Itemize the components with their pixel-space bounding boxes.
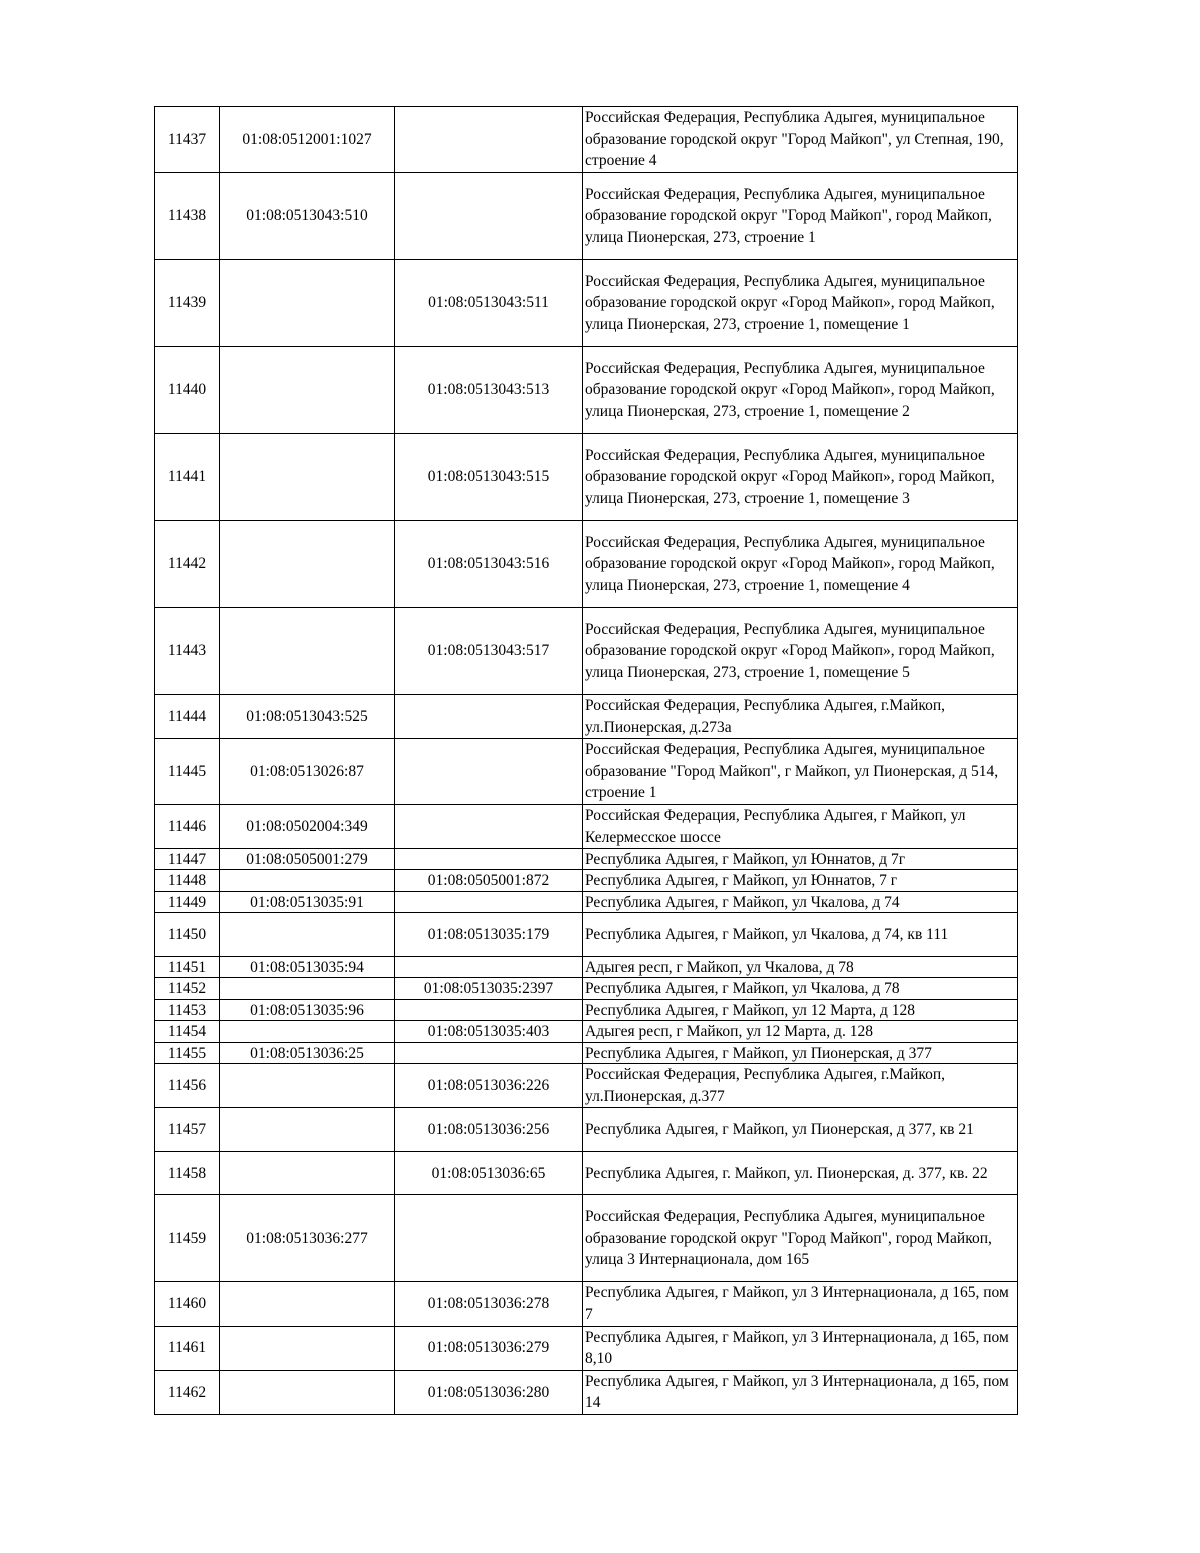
object-cadastral-number	[395, 173, 583, 260]
table-row	[155, 260, 1018, 347]
table-row	[155, 804, 1018, 848]
table-row	[155, 608, 1018, 695]
parcel-cadastral-number: 01:08:0513043:510	[220, 173, 395, 260]
parcel-cadastral-number	[220, 347, 395, 434]
parcel-cadastral-number	[220, 913, 395, 957]
address-cell: Республика Адыгея, г Майкоп, ул 12 Марта, д 128	[583, 1000, 1018, 1021]
parcel-cadastral-number	[220, 870, 395, 892]
address-cell: Республика Адыгея, г Майкоп, ул 3 Интернационала, д 165, пом 8,10	[583, 1326, 1018, 1370]
object-cadastral-number	[395, 892, 583, 913]
object-cadastral-number: 01:08:0513036:280	[395, 1370, 583, 1414]
object-cadastral-number: 01:08:0513036:226	[395, 1064, 583, 1108]
table-row	[155, 1064, 1018, 1108]
parcel-cadastral-number: 01:08:0502004:349	[220, 804, 395, 848]
object-cadastral-number	[395, 695, 583, 739]
registry-table-body	[155, 107, 1018, 1415]
address-cell: Российская Федерация, Республика Адыгея, г Майкоп, ул Келермесское шоссе	[583, 804, 1018, 848]
row-number: 11453	[155, 1000, 220, 1021]
row-number: 11454	[155, 1021, 220, 1043]
registry-table	[154, 106, 1018, 1415]
parcel-cadastral-number	[220, 434, 395, 521]
address-cell: Республика Адыгея, г Майкоп, ул Чкалова, д 74	[583, 892, 1018, 913]
object-cadastral-number	[395, 1000, 583, 1021]
parcel-cadastral-number	[220, 1152, 395, 1195]
address-cell: Российская Федерация, Республика Адыгея, г.Майкоп, ул.Пионерская, д.377	[583, 1064, 1018, 1108]
address-cell: Российская Федерация, Республика Адыгея, муниципальное образование городской округ "Город Майкоп", город Майкоп, улица Пионерская, 273, строение 1	[583, 173, 1018, 260]
row-number: 11447	[155, 849, 220, 870]
row-number: 11459	[155, 1195, 220, 1282]
parcel-cadastral-number: 01:08:0505001:279	[220, 849, 395, 870]
parcel-cadastral-number: 01:08:0512001:1027	[220, 107, 395, 173]
table-row	[155, 957, 1018, 978]
table-row	[155, 870, 1018, 892]
parcel-cadastral-number: 01:08:0513035:96	[220, 1000, 395, 1021]
address-cell: Адыгея респ, г Майкоп, ул Чкалова, д 78	[583, 957, 1018, 978]
object-cadastral-number	[395, 804, 583, 848]
row-number: 11441	[155, 434, 220, 521]
object-cadastral-number: 01:08:0513043:517	[395, 608, 583, 695]
parcel-cadastral-number: 01:08:0513035:94	[220, 957, 395, 978]
parcel-cadastral-number	[220, 1108, 395, 1152]
table-row	[155, 1195, 1018, 1282]
row-number: 11462	[155, 1370, 220, 1414]
object-cadastral-number: 01:08:0513043:516	[395, 521, 583, 608]
row-number: 11457	[155, 1108, 220, 1152]
row-number: 11450	[155, 913, 220, 957]
row-number: 11456	[155, 1064, 220, 1108]
address-cell: Российская Федерация, Республика Адыгея, муниципальное образование городской округ "Город Майкоп", город Майкоп, улица 3 Интернационала, дом 165	[583, 1195, 1018, 1282]
address-cell: Республика Адыгея, г Майкоп, ул Юннатов, 7 г	[583, 870, 1018, 892]
table-row	[155, 1021, 1018, 1043]
table-row	[155, 521, 1018, 608]
parcel-cadastral-number: 01:08:0513035:91	[220, 892, 395, 913]
address-cell: Республика Адыгея, г Майкоп, ул Пионерская, д 377	[583, 1043, 1018, 1064]
parcel-cadastral-number: 01:08:0513036:277	[220, 1195, 395, 1282]
row-number: 11448	[155, 870, 220, 892]
row-number: 11439	[155, 260, 220, 347]
parcel-cadastral-number	[220, 1282, 395, 1326]
address-cell: Российская Федерация, Республика Адыгея, муниципальное образование "Город Майкоп", г Майкоп, ул Пионерская, д 514, строение 1	[583, 739, 1018, 805]
row-number: 11446	[155, 804, 220, 848]
parcel-cadastral-number	[220, 1326, 395, 1370]
table-row	[155, 892, 1018, 913]
table-row	[155, 1108, 1018, 1152]
table-row	[155, 1043, 1018, 1064]
row-number: 11455	[155, 1043, 220, 1064]
object-cadastral-number: 01:08:0513035:2397	[395, 978, 583, 1000]
address-cell: Республика Адыгея, г Майкоп, ул Чкалова, д 78	[583, 978, 1018, 1000]
table-row	[155, 849, 1018, 870]
table-row	[155, 173, 1018, 260]
row-number: 11461	[155, 1326, 220, 1370]
table-row	[155, 1326, 1018, 1370]
address-cell: Республика Адыгея, г Майкоп, ул 3 Интернационала, д 165, пом 7	[583, 1282, 1018, 1326]
parcel-cadastral-number	[220, 1021, 395, 1043]
row-number: 11452	[155, 978, 220, 1000]
parcel-cadastral-number: 01:08:0513043:525	[220, 695, 395, 739]
row-number: 11451	[155, 957, 220, 978]
object-cadastral-number: 01:08:0513036:256	[395, 1108, 583, 1152]
row-number: 11442	[155, 521, 220, 608]
address-cell: Республика Адыгея, г. Майкоп, ул. Пионерская, д. 377, кв. 22	[583, 1152, 1018, 1195]
parcel-cadastral-number: 01:08:0513036:25	[220, 1043, 395, 1064]
parcel-cadastral-number	[220, 1370, 395, 1414]
row-number: 11438	[155, 173, 220, 260]
parcel-cadastral-number	[220, 521, 395, 608]
address-cell: Российская Федерация, Республика Адыгея, муниципальное образование городской округ «Город Майкоп», город Майкоп, улица Пионерская, 273, строение 1, помещение 4	[583, 521, 1018, 608]
table-row	[155, 1000, 1018, 1021]
table-row	[155, 107, 1018, 173]
row-number: 11437	[155, 107, 220, 173]
object-cadastral-number: 01:08:0513043:515	[395, 434, 583, 521]
table-row	[155, 1370, 1018, 1414]
object-cadastral-number: 01:08:0505001:872	[395, 870, 583, 892]
table-row	[155, 1282, 1018, 1326]
object-cadastral-number	[395, 1043, 583, 1064]
address-cell: Российская Федерация, Республика Адыгея, муниципальное образование городской округ «Город Майкоп», город Майкоп, улица Пионерская, 273, строение 1, помещение 3	[583, 434, 1018, 521]
address-cell: Республика Адыгея, г Майкоп, ул Юннатов, д 7г	[583, 849, 1018, 870]
row-number: 11458	[155, 1152, 220, 1195]
object-cadastral-number: 01:08:0513036:279	[395, 1326, 583, 1370]
object-cadastral-number: 01:08:0513036:65	[395, 1152, 583, 1195]
parcel-cadastral-number	[220, 1064, 395, 1108]
address-cell: Республика Адыгея, г Майкоп, ул Пионерская, д 377, кв 21	[583, 1108, 1018, 1152]
table-row	[155, 347, 1018, 434]
object-cadastral-number: 01:08:0513043:513	[395, 347, 583, 434]
address-cell: Республика Адыгея, г Майкоп, ул 3 Интернационала, д 165, пом 14	[583, 1370, 1018, 1414]
address-cell: Российская Федерация, Республика Адыгея, муниципальное образование городской округ «Город Майкоп», город Майкоп, улица Пионерская, 273, строение 1, помещение 5	[583, 608, 1018, 695]
table-row	[155, 434, 1018, 521]
parcel-cadastral-number	[220, 608, 395, 695]
row-number: 11460	[155, 1282, 220, 1326]
row-number: 11444	[155, 695, 220, 739]
row-number: 11449	[155, 892, 220, 913]
object-cadastral-number: 01:08:0513035:403	[395, 1021, 583, 1043]
table-row	[155, 978, 1018, 1000]
address-cell: Российская Федерация, Республика Адыгея, г.Майкоп, ул.Пионерская, д.273а	[583, 695, 1018, 739]
address-cell: Адыгея респ, г Майкоп, ул 12 Марта, д. 128	[583, 1021, 1018, 1043]
address-cell: Российская Федерация, Республика Адыгея, муниципальное образование городской округ «Город Майкоп», город Майкоп, улица Пионерская, 273, строение 1, помещение 1	[583, 260, 1018, 347]
table-row	[155, 739, 1018, 805]
address-cell: Российская Федерация, Республика Адыгея, муниципальное образование городской округ "Город Майкоп", ул Степная, 190, строение 4	[583, 107, 1018, 173]
address-cell: Республика Адыгея, г Майкоп, ул Чкалова, д 74, кв 111	[583, 913, 1018, 957]
row-number: 11443	[155, 608, 220, 695]
object-cadastral-number: 01:08:0513036:278	[395, 1282, 583, 1326]
table-row	[155, 1152, 1018, 1195]
object-cadastral-number	[395, 957, 583, 978]
object-cadastral-number	[395, 1195, 583, 1282]
parcel-cadastral-number: 01:08:0513026:87	[220, 739, 395, 805]
object-cadastral-number	[395, 739, 583, 805]
row-number: 11445	[155, 739, 220, 805]
address-cell: Российская Федерация, Республика Адыгея, муниципальное образование городской округ «Город Майкоп», город Майкоп, улица Пионерская, 273, строение 1, помещение 2	[583, 347, 1018, 434]
object-cadastral-number	[395, 107, 583, 173]
table-row	[155, 695, 1018, 739]
object-cadastral-number: 01:08:0513043:511	[395, 260, 583, 347]
row-number: 11440	[155, 347, 220, 434]
parcel-cadastral-number	[220, 260, 395, 347]
parcel-cadastral-number	[220, 978, 395, 1000]
object-cadastral-number: 01:08:0513035:179	[395, 913, 583, 957]
table-row	[155, 913, 1018, 957]
object-cadastral-number	[395, 849, 583, 870]
